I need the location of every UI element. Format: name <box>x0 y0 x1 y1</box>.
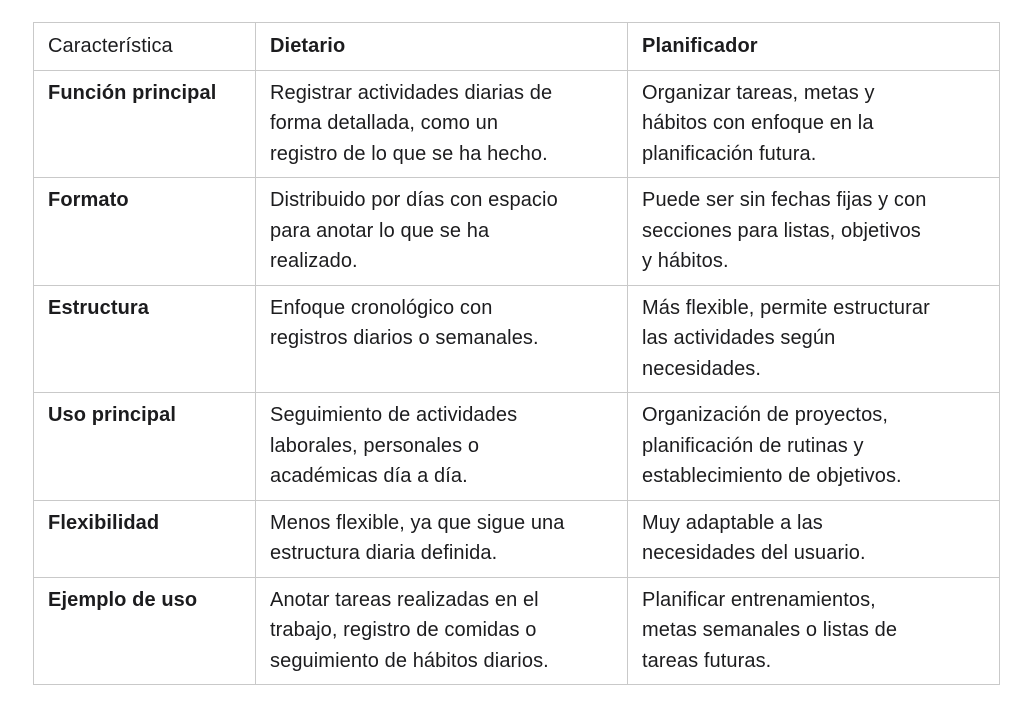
cell-line: Organizar tareas, metas y <box>642 81 875 104</box>
cell-line: secciones para listas, objetivos <box>642 219 921 242</box>
header-dietario: Dietario <box>256 23 628 71</box>
cell-line: Enfoque cronológico con <box>270 296 493 319</box>
cell-line: registros diarios o semanales. <box>270 327 539 349</box>
cell-line: las actividades según <box>642 327 836 349</box>
cell-line: Planificar entrenamientos, <box>642 588 876 611</box>
cell-line: metas semanales o listas de <box>642 619 898 641</box>
cell-line: necesidades. <box>642 357 762 380</box>
cell-line: Menos flexible, ya que sigue una <box>270 511 565 534</box>
cell-line: tareas futuras. <box>642 649 772 672</box>
row-label: Uso principal <box>34 393 256 501</box>
comparison-table <box>33 22 1000 685</box>
row-label: Ejemplo de uso <box>34 577 256 685</box>
cell-line: académicas día a día. <box>270 465 468 487</box>
cell-planificador <box>628 285 1000 393</box>
cell-line: registro de lo que se ha hecho. <box>270 142 548 165</box>
table-row <box>34 178 1000 286</box>
table-row <box>34 500 1000 577</box>
table-row <box>34 70 1000 178</box>
table-row <box>34 577 1000 685</box>
cell-planificador <box>628 577 1000 685</box>
cell-line: para anotar lo que se ha <box>270 219 490 242</box>
header-caracteristica: Característica <box>34 23 256 71</box>
cell-dietario <box>256 285 628 393</box>
cell-line: laborales, personales o <box>270 434 480 457</box>
cell-line: hábitos con enfoque en la <box>642 112 874 134</box>
cell-line: trabajo, registro de comidas o <box>270 619 537 641</box>
cell-planificador <box>628 500 1000 577</box>
table-row <box>34 285 1000 393</box>
cell-line: forma detallada, como un <box>270 112 499 134</box>
cell-line: Puede ser sin fechas fijas y con <box>642 189 927 211</box>
cell-line: establecimiento de objetivos. <box>642 465 902 487</box>
row-label: Estructura <box>34 285 256 393</box>
cell-dietario <box>256 178 628 286</box>
cell-line: Registrar actividades diarias de <box>270 81 553 104</box>
cell-line: seguimiento de hábitos diarios. <box>270 649 549 672</box>
cell-line: Anotar tareas realizadas en el <box>270 588 539 611</box>
cell-line: Seguimiento de actividades <box>270 404 518 426</box>
cell-planificador <box>628 393 1000 501</box>
cell-line: Organización de proyectos, <box>642 404 889 426</box>
cell-dietario <box>256 70 628 178</box>
cell-line: Distribuido por días con espacio <box>270 189 558 211</box>
cell-line: Muy adaptable a las <box>642 511 823 534</box>
cell-line: realizado. <box>270 250 358 272</box>
cell-planificador <box>628 178 1000 286</box>
cell-line: Más flexible, permite estructurar <box>642 296 930 319</box>
cell-line: necesidades del usuario. <box>642 542 866 564</box>
row-label: Formato <box>34 178 256 286</box>
cell-dietario <box>256 393 628 501</box>
table-row <box>34 393 1000 501</box>
header-planificador: Planificador <box>628 23 1000 71</box>
row-label: Flexibilidad <box>34 500 256 577</box>
table-header <box>34 23 1000 71</box>
cell-line: planificación futura. <box>642 142 817 165</box>
cell-planificador <box>628 70 1000 178</box>
table-body <box>34 70 1000 685</box>
cell-line: y hábitos. <box>642 250 729 272</box>
cell-dietario <box>256 577 628 685</box>
row-label: Función principal <box>34 70 256 178</box>
cell-line: estructura diaria definida. <box>270 542 498 564</box>
cell-line: planificación de rutinas y <box>642 434 864 457</box>
header-row <box>34 23 1000 71</box>
cell-dietario <box>256 500 628 577</box>
